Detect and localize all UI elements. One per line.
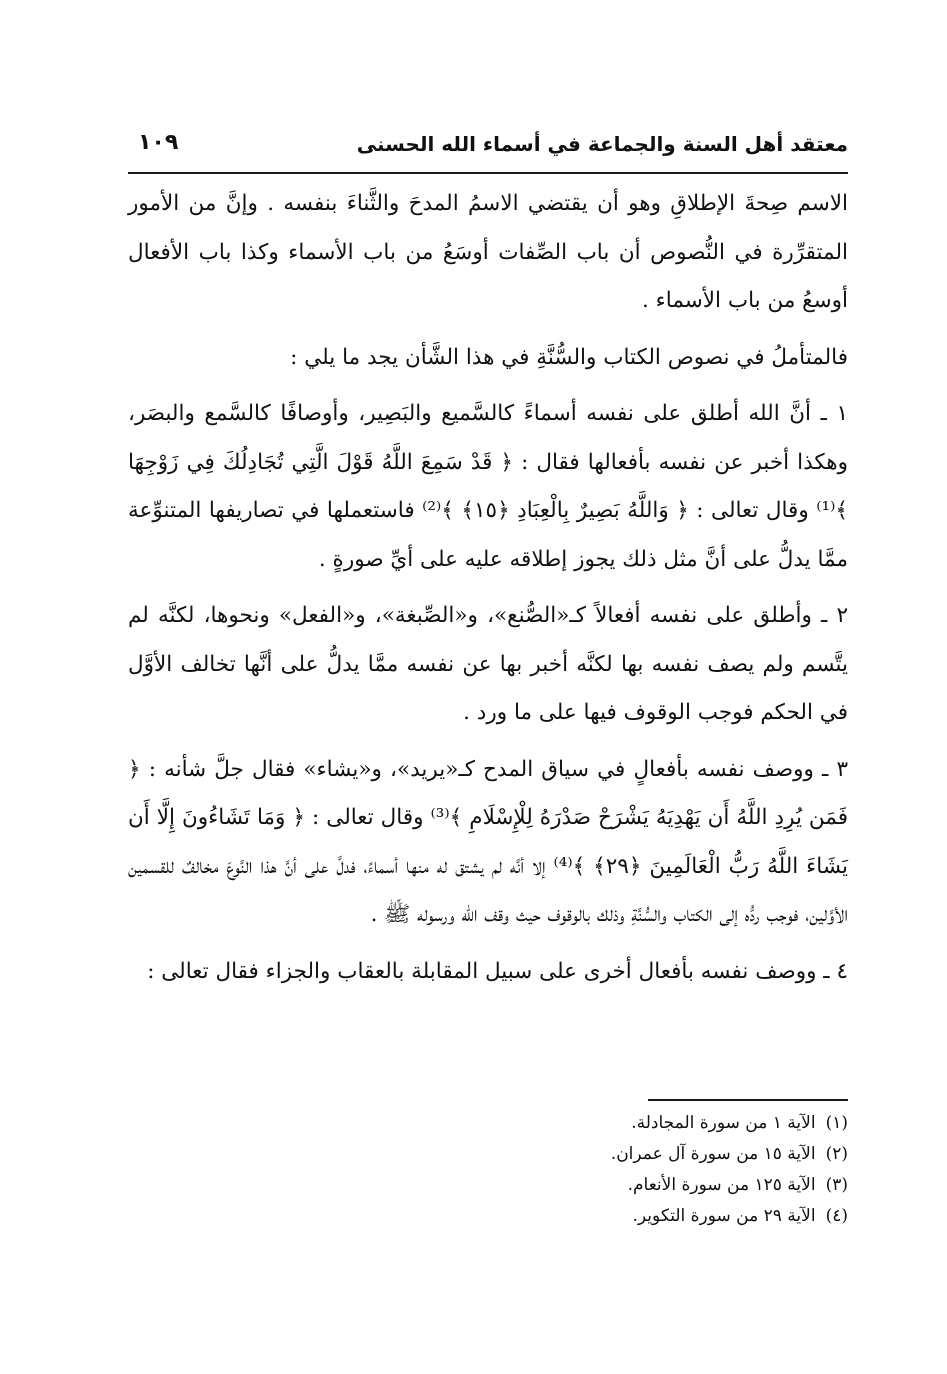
main-text xyxy=(128,180,848,1004)
paragraph: ٣ ـ ووصف نفسه بأفعالٍ في سياق المدح كـ«يريد»، و«يشاء» فقال جلَّ شأنه : ﴿ فَمَن يُرِدِ اللَّهُ أَن يَهْدِيَهُ يَشْرَحْ صَدْرَهُ لِلْإِسْلَامِ ﴾⁽³⁾ وقال تعالى : ﴿ وَمَا تَشَاءُونَ إِلَّا أَن يَشَاءَ اللَّهُ رَبُّ الْعَالَمِينَ ﴿٢٩﴾ ﴾⁽⁴⁾ إلا أنَّه لم يشتق له منها أسماءً، فدلَّ على أنَّ هذا النَّوعَ مخالفٌ للقسمين الأوَّلين، فوجب ردُّه إلى الكتاب والسُّنَّةِ وذلك بالوقوف حيث وقف الله ورسوله ﷺ . xyxy=(128,756,849,927)
footnote xyxy=(428,1201,848,1232)
footnote-number: (٢) xyxy=(825,1144,848,1164)
paragraph: فالمتأملُ في نصوص الكتاب والسُّنَّةِ في هذا الشَّأن يجد ما يلي : xyxy=(290,344,848,370)
footnote-text: الآية ٢٩ من سورة التكوير. xyxy=(632,1206,816,1226)
footnote-number: (٤) xyxy=(825,1206,848,1226)
footnote xyxy=(428,1139,848,1170)
footnote xyxy=(428,1170,848,1201)
paragraph: ٢ ـ وأطلق على نفسه أفعالاً كـ«الصُّنع»، و«الصِّبغة»، و«الفعل» ونحوها، لكنَّه لم يتَّسم ولم يصف نفسه بها لكنَّه أخبر بها عن نفسه ممَّا يدلُّ على أنَّها تخالف الأوَّل في الحكم فوجب الوقوف فيها على ما ورد . xyxy=(128,603,848,725)
paragraph: ٤ ـ ووصف نفسه بأفعال أخرى على سبيل المقابلة بالعقاب والجزاء فقال تعالى : xyxy=(147,958,848,984)
page-header xyxy=(128,126,848,170)
footnote-number: (١) xyxy=(825,1113,848,1133)
footnote-text: الآية ١٢٥ من سورة الأنعام. xyxy=(627,1175,816,1195)
footnote-text: الآية ١ من سورة المجادلة. xyxy=(631,1113,816,1133)
footnote xyxy=(428,1108,848,1139)
footnote-divider xyxy=(648,1099,848,1101)
page-number: ١٠٩ xyxy=(138,130,179,155)
footnotes xyxy=(428,1108,848,1232)
header-divider xyxy=(128,172,848,174)
running-title: معتقد أهل السنة والجماعة في أسماء الله الحسنى xyxy=(356,132,848,156)
footnote-text: الآية ١٥ من سورة آل عمران. xyxy=(610,1144,816,1164)
paragraph: الاسم صِحةَ الإطلاقِ وهو أن يقتضي الاسمُ المدحَ والثَّناءَ بنفسه . وإنَّ من الأمور المتقرِّرة في النُّصوص أن باب الصِّفات أوسَعُ من باب الأسماء وكذا باب الأفعال أوسعُ من باب الأسماء . xyxy=(128,191,848,313)
footnote-number: (٣) xyxy=(825,1175,848,1195)
paragraph: ١ ـ أنَّ الله أطلق على نفسه أسماءً كالسَّميع والبَصِير، وأوصافًا كالسَّمع والبصَر، وهكذا أخبر عن نفسه بأفعالها فقال : ﴿ قَدْ سَمِعَ اللَّهُ قَوْلَ الَّتِي تُجَادِلُكَ فِي زَوْجِهَا ﴾⁽¹⁾ وقال تعالى : ﴿ وَاللَّهُ بَصِيرٌ بِالْعِبَادِ ﴿١٥﴾ ﴾⁽²⁾ فاستعملها في تصاريفها المتنوِّعة ممَّا يدلُّ على أنَّ مثل ذلك يجوز إطلاقه عليه على أيِّ صورةٍ . xyxy=(128,401,848,572)
